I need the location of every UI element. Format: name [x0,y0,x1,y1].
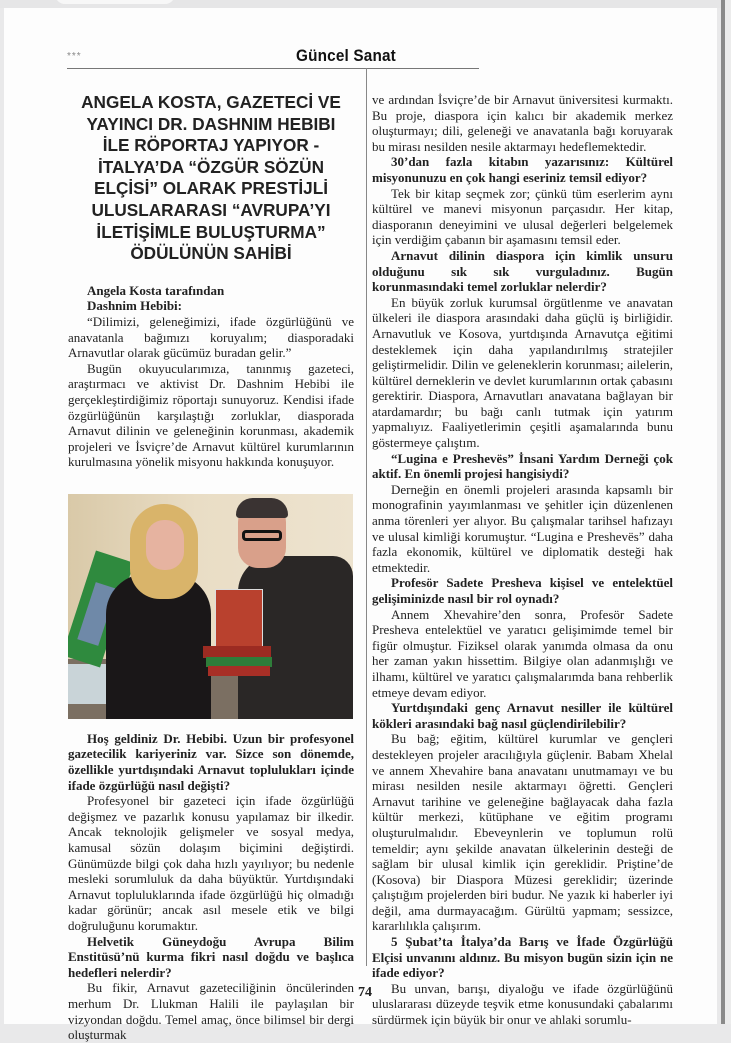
answer: Annem Xhevahire’den sonra, Profesör Sadete Presheva entelektüel ve yaratıcı gelişimimde temel bir figür olmuştur. Fiziksel olarak yanımda olmasa da onu her zaman yakın hissettim. Bilgiye olan adanmışlığı ve ilhamı, kültürel ve yaratıcı çalışmalarımda bana rehberlik etmeye devam ediyor. [372,606,673,700]
byline-interviewee: Dashnim Hebibi: [87,298,182,314]
article-photo [68,494,353,719]
question: 30’dan fazla kitabın yazarısınız: Kültürel misyonunuzu en çok hangi eseriniz temsil ediyor? [372,154,673,185]
answer-continued: ve ardından İsviçre’de bir Arnavut üniversitesi kurmaktı. Bu proje, diaspora için kalıcı bir akademik merkez oluşturmayı; dili, geleneği ve anavatanla bağı koruyarak bu mirası nesilden nesile aktarmayı hedeflemektedir. [372,92,673,154]
answer: Bu unvan, barışı, diyaloğu ve ifade özgürlüğünü uluslararası düzeyde teşvik etme konusundaki çabalarımı sürdürmek için büyük bir onur ve ahlaki sorumlu- [372,980,673,1028]
scrollbar-track [725,0,731,1024]
question: Profesör Sadete Presheva kişisel ve entelektüel gelişiminizde nasıl bir rol oynadı? [372,575,673,606]
answer: Profesyonel bir gazeteci için ifade özgürlüğü değişmez ve pazarlık konusu yapılamaz bir ilkedir. Ancak teknolojik gelişmeler ve sosyal medya, kamusal sözün dolaşım biçimini değiştirdi. Günümüzde bilgi çok daha hızlı yayılıyor; bu nedenle mesleki sorumluluk da daha büyüktür. Yurtdışındaki Arnavut topluluklarında ifade özgürlüğü hiç olmadığı kadar görünür; ancak asıl mesele etik ve bilgi doğruluğunu korumaktır. [68,793,354,933]
page-number: 74 [358,985,372,1000]
question: “Lugina e Preshevës” İnsani Yardım Derneği çok aktif. En önemli projesi hangisiydi? [372,450,673,482]
viewer-tab-pill [55,0,175,4]
intro-paragraph: Bugün okuyucularımıza, tanınmış gazeteci, araştırmacı ve aktivist Dr. Dashnim Hebibi ile gerçekleştirdiğimiz röportajı sunuyoruz. Kendisi ifade özgürlüğünün karşılaştığı zorluklar, diasporada Arnavut dilinin ve geleneğinin korunması, akademik projeleri ve İsviçre’de Arnavut kültürel kurumlarının kurulmasına yönelik misyonu hakkında konuşuyor. [68,360,354,470]
answer: En büyük zorluk kurumsal örgütlenme ve anavatan ülkeleri ile diaspora arasındaki daha güçlü iş birliğidir. Arnavutluk ve Kosova, yurtdışında Arnavutça eğitimi desteklemek için daha yapılandırılmış stratejiler geliştirmelidir. Dilin ve geleneklerin korunması; ailelerin, kültürel derneklerin ve devlet kurumlarının ortak çabasını gerektirir. Diaspora, Arnavutları anavatana bağlayan bir atardamardır; bu bağı canlı tutmak için yatırım yapmalıyız. Faaliyetlerimin çeşitli aşamalarında bunu göstermeye çalıştım. [372,294,673,451]
answer: Bu bağ; eğitim, kültürel kurumlar ve gençleri destekleyen projeler aracılığıyla güçlenir. Babam Xhelal ve annem Xhevahire bana anavatanı unutmamayı ve bu mirası nesilden nesile aktarmayı öğretti. Gençleri Arnavut tarihine ve geleneğine bağlayacak daha fazla kültür merkezi, kütüphane ve eğitim programı oluşturulmalıdır. Ebeveynlerin ve toplumun rolü temeldir; aynı şekilde anavatan ülkelerinin desteği de sağlam bir ulusal kimlik için gereklidir. Priştine’de (Kosova) bir Diaspora Müzesi gereklidir; üzerinde çalıştığım projelerden biri budur. Ne yazık ki haberler iyi değil, ama durmayacağım. Gürültü yapmam; sessizce, kararlılıkla çalışırım. [372,731,673,934]
question: Yurtdışındaki genç Arnavut nesiller ile kültürel kökleri arasındaki bağ nasıl güçlendirilebilir? [372,700,673,731]
left-column [68,86,354,1043]
answer: Tek bir kitap seçmek zor; çünkü tüm eserlerim aynı kültürel ve manevi misyonun parçasıdır. Her kitap, diasporanın deneyimini ve ulusal değerleri belgelemek için verdiğim çabanın bir aşamasını temsil eder. [372,185,673,248]
answer: Derneğin en önemli projeleri arasında kapsamlı bir monografinin yayımlanması ve şehitler için düzenlenen anma törenleri yer alıyor. Bu çalışmalar tarihsel hafızayı ve ulusal kimliği korumuştur. “Lugina e Preshevës” daha fazla ekonomik, kültürel ve diplomatik desteği hak etmektedir. [372,481,673,575]
byline-author: Angela Kosta tarafından [87,282,225,298]
running-head [67,44,479,66]
header-rule [67,68,479,69]
viewer-top-bar [0,0,731,8]
ornament: *** [67,51,82,62]
intro-quote: “Dilimizi, geleneğimizi, ifade özgürlüğünü ve anavatanla bağımızı koruyalım; diasporadaki Arnavutlar olarak gücümüz buradan gelir.” [68,313,354,361]
question: Hoş geldiniz Dr. Hebibi. Uzun bir profesyonel gazetecilik kariyeriniz var. Sizce son dönemde, özellikle yurtdışındaki Arnavut toplulukları içinde ifade özgürlüğü nasıl değişti? [68,730,354,793]
question: Arnavut dilinin diaspora için kimlik unsuru olduğunu sık sık vurguladınız. Bugün korunmasındaki temel zorluklar nelerdir? [372,247,673,295]
section-title: Güncel Sanat [296,46,396,65]
answer: Bu fikir, Arnavut gazeteciliğinin öncülerinden merhum Dr. Llukman Halili ile paylaşılan bir vizyondan doğdu. Temel amaç, önce bilimsel bir dergi oluşturmak [68,980,354,1043]
question: Helvetik Güneydoğu Avrupa Bilim Enstitüsü’nü kurma fikri nasıl doğdu ve başlıca hedefleri nelerdir? [68,933,354,980]
right-column [372,92,673,1028]
article-headline: ANGELA KOSTA, GAZETECİ VE YAYINCI DR. DASHNIM HEBIBI İLE RÖPORTAJ YAPIYOR - İTALYA’DA “ÖZGÜR SÖZÜN ELÇİSİ” OLARAK PRESTİJLİ ULUSLARARASI “AVRUPA’YI İLETİŞİMLE BULUŞTURMA” ÖDÜLÜNÜN SAHİBİ [81,92,341,264]
column-divider [366,68,367,966]
question: 5 Şubat’ta İtalya’da Barış ve İfade Özgürlüğü Elçisi unvanını aldınız. Bu misyon bugün sizin için ne ifade ediyor? [372,934,673,981]
